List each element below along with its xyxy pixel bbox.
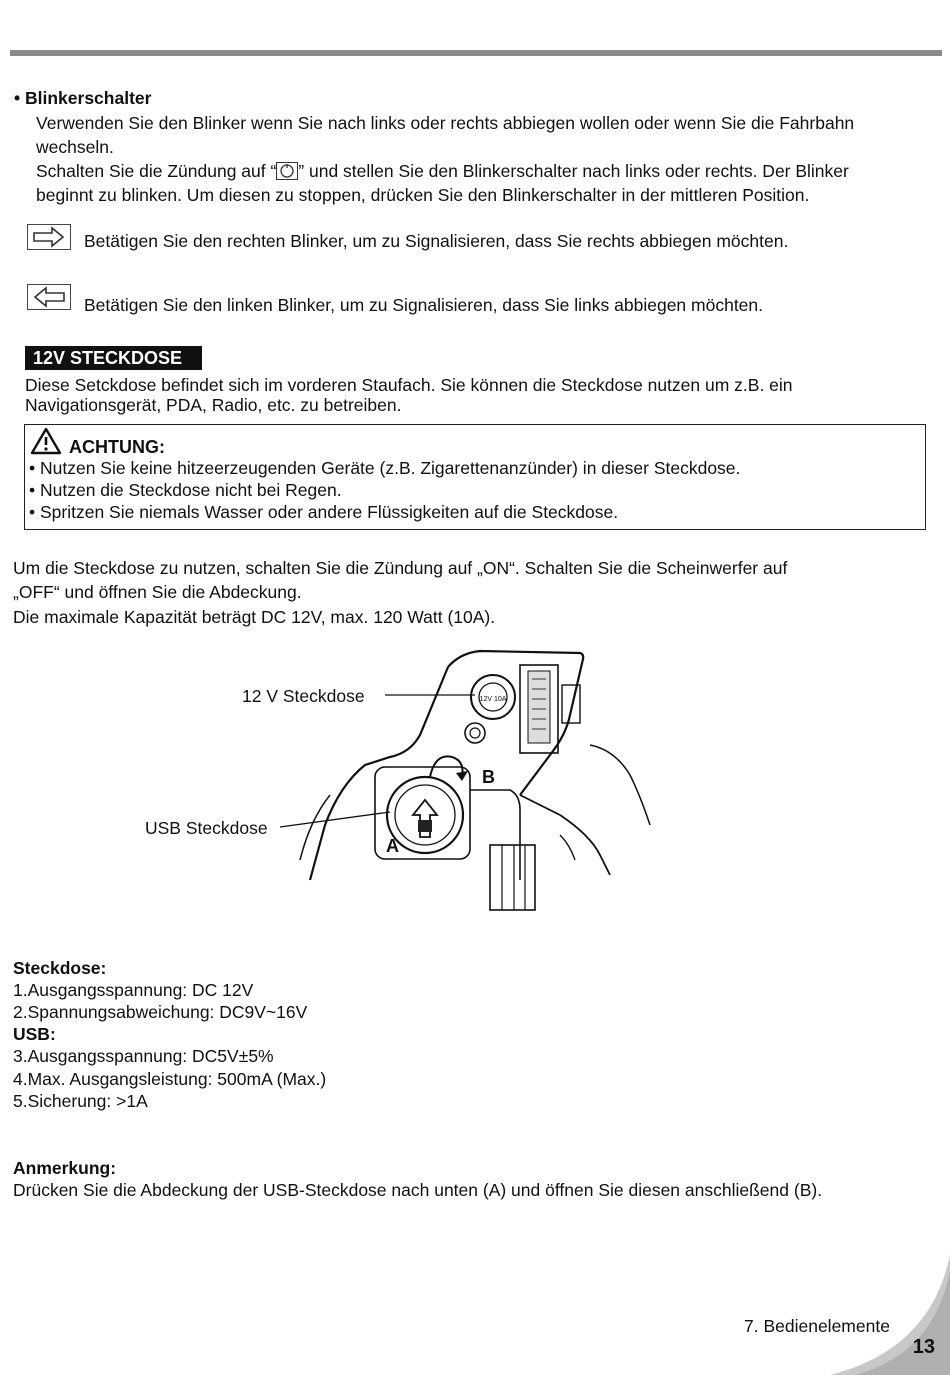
spec-item: 5.Sicherung: >1A: [13, 1091, 148, 1111]
warning-triangle-icon: [30, 427, 62, 460]
leader-line-usb: [280, 812, 390, 827]
blinker-heading: • Blinkerschalter: [14, 88, 152, 108]
spec-item: 2.Spannungsabweichung: DC9V~16V: [13, 1002, 308, 1022]
blinker-text-line3: Schalten Sie die Zündung auf “ ” und stellen Sie den Blinkerschalter nach links oder rechts. Der Blinker: [36, 161, 849, 181]
blinker-text-line1: Verwenden Sie den Blinker wenn Sie nach links oder rechts abbiegen wollen oder wenn Sie die Fahrbahn: [36, 113, 855, 133]
ignition-key-icon: [276, 162, 298, 180]
specs-socket-heading: Steckdose:: [13, 958, 107, 978]
socket-rating-label: 12V 10A: [479, 696, 507, 703]
blinker-text-line4: beginnt zu blinken. Um diesen zu stoppen, drücken Sie den Blinkerschalter in der mittleren Position.: [36, 185, 810, 205]
blinker-text-line2: wechseln.: [36, 137, 114, 157]
socket-desc-line1: Diese Setckdose befindet sich im vorderen Staufach. Sie können die Steckdose nutzen um z.B. ein: [25, 375, 793, 395]
figure-label-12v-socket: 12 V Steckdose: [242, 686, 365, 706]
spec-item: 1.Ausgangsspannung: DC 12V: [13, 980, 254, 1000]
figure-marker-b: B: [482, 767, 495, 787]
page-number: 13: [912, 1336, 935, 1358]
section-tag-12v-socket: 12V STECKDOSE: [25, 346, 202, 370]
top-rule: [10, 50, 942, 56]
warning-box: [24, 424, 926, 530]
note-text: Drücken Sie die Abdeckung der USB-Steckdose nach unten (A) und öffnen Sie diesen anschließend (B).: [13, 1180, 823, 1200]
socket-desc-line2: Navigationsgerät, PDA, Radio, etc. zu betreiben.: [25, 395, 402, 415]
left-blinker-text: Betätigen Sie den linken Blinker, um zu Signalisieren, dass Sie links abbiegen möchten.: [84, 295, 764, 315]
usage-line1: Um die Steckdose zu nutzen, schalten Sie die Zündung auf „ON“. Schalten Sie die Scheinwerfer auf: [13, 558, 788, 578]
storage-compartment-illustration: [270, 645, 670, 915]
chapter-label: 7. Bedienelemente: [744, 1316, 890, 1336]
warning-item: • Nutzen die Steckdose nicht bei Regen.: [29, 480, 342, 500]
warning-item: • Nutzen Sie keine hitzeerzeugenden Geräte (z.B. Zigarettenanzünder) in dieser Steckdose.: [29, 458, 741, 478]
note-heading: Anmerkung:: [13, 1158, 117, 1178]
spec-item: 3.Ausgangsspannung: DC5V±5%: [13, 1046, 274, 1066]
warning-title: ACHTUNG:: [69, 437, 165, 457]
right-blinker-text: Betätigen Sie den rechten Blinker, um zu Signalisieren, dass Sie rechts abbiegen möchten.: [84, 231, 789, 251]
left-arrow-icon: [27, 284, 71, 310]
usage-line2: „OFF“ und öffnen Sie die Abdeckung.: [13, 582, 302, 602]
specs-usb-heading: USB:: [13, 1024, 56, 1044]
figure-marker-a: A: [386, 836, 399, 856]
spec-item: 4.Max. Ausgangsleistung: 500mA (Max.): [13, 1069, 327, 1089]
figure-label-usb-socket: USB Steckdose: [145, 818, 268, 838]
usage-line3: Die maximale Kapazität beträgt DC 12V, max. 120 Watt (10A).: [13, 607, 496, 627]
right-arrow-icon: [27, 224, 71, 250]
warning-item: • Spritzen Sie niemals Wasser oder andere Flüssigkeiten auf die Steckdose.: [29, 502, 619, 522]
